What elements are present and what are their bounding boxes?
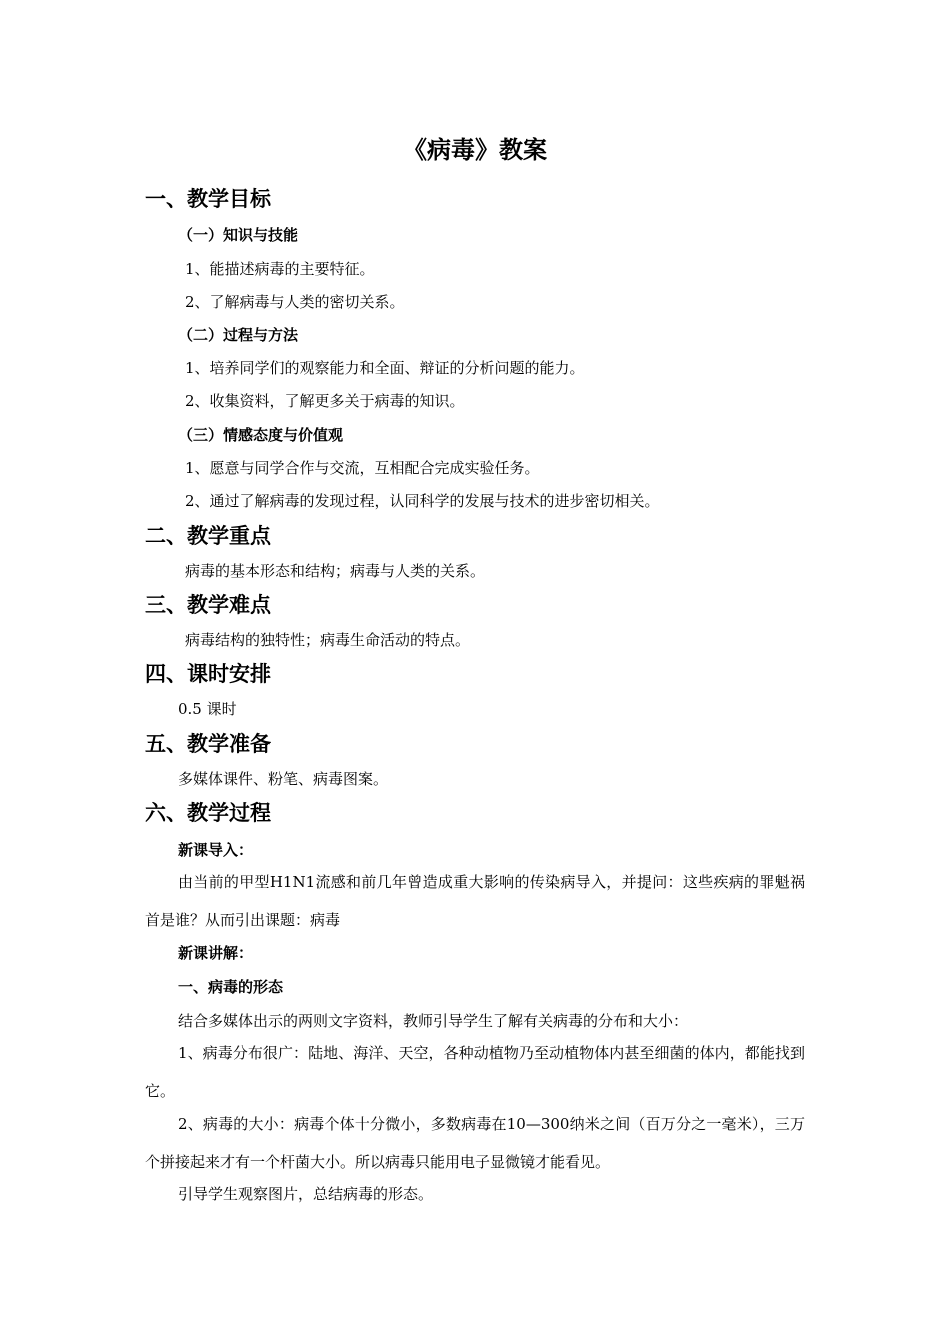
- preparation-text: 多媒体课件、粉笔、病毒图案。: [178, 770, 389, 788]
- section-heading-key-points: 二、教学重点: [145, 524, 271, 548]
- objective-item: 1、愿意与同学合作与交流，互相配合完成实验任务。: [185, 459, 540, 477]
- part1-paragraph-distribution: 1、病毒分布很广：陆地、海洋、天空，各种动植物乃至动植物体内甚至细菌的体内，都能找到它。: [145, 1044, 805, 1100]
- schedule-text: 0.5 课时: [178, 700, 237, 718]
- objective-item: 2、了解病毒与人类的密切关系。: [185, 293, 405, 311]
- objective-item: 2、通过了解病毒的发现过程，认同科学的发展与技术的进步密切相关。: [185, 492, 660, 510]
- section-heading-schedule: 四、课时安排: [145, 662, 271, 686]
- section-heading-objectives: 一、教学目标: [145, 187, 271, 211]
- part1-intro: 结合多媒体出示的两则文字资料，教师引导学生了解有关病毒的分布和大小：: [178, 1012, 689, 1030]
- objective-item: 1、能描述病毒的主要特征。: [185, 260, 375, 278]
- objective-item: 2、收集资料，了解更多关于病毒的知识。: [185, 392, 465, 410]
- subheading-attitudes-values: （三）情感态度与价值观: [178, 426, 344, 444]
- part1-heading: 一、病毒的形态: [178, 978, 284, 996]
- section-heading-difficulties: 三、教学难点: [145, 593, 271, 617]
- intro-paragraph: 由当前的甲型H1N1流感和前几年曾造成重大影响的传染病导入，并提问：这些疾病的罪魁祸首是谁？从而引出课题：病毒: [145, 873, 805, 929]
- key-points-text: 病毒的基本形态和结构；病毒与人类的关系。: [185, 562, 486, 580]
- lecture-label: 新课讲解：: [178, 944, 254, 962]
- objective-item: 1、培养同学们的观察能力和全面、辩证的分析问题的能力。: [185, 359, 585, 377]
- subheading-process-methods: （二）过程与方法: [178, 326, 299, 344]
- difficulties-text: 病毒结构的独特性；病毒生命活动的特点。: [185, 631, 471, 649]
- section-heading-process: 六、教学过程: [145, 801, 271, 825]
- subheading-knowledge-skills: （一）知识与技能: [178, 226, 299, 244]
- document-title: 《病毒》教案: [403, 136, 547, 164]
- intro-label: 新课导入：: [178, 841, 254, 859]
- section-heading-preparation: 五、教学准备: [145, 732, 271, 756]
- part1-paragraph-size: 2、病毒的大小：病毒个体十分微小，多数病毒在10—300纳米之间（百万分之一毫米），三万个拼接起来才有一个杆菌大小。所以病毒只能用电子显微镜才能看见。: [145, 1115, 805, 1171]
- part1-paragraph-observe: 引导学生观察图片，总结病毒的形态。: [178, 1185, 434, 1203]
